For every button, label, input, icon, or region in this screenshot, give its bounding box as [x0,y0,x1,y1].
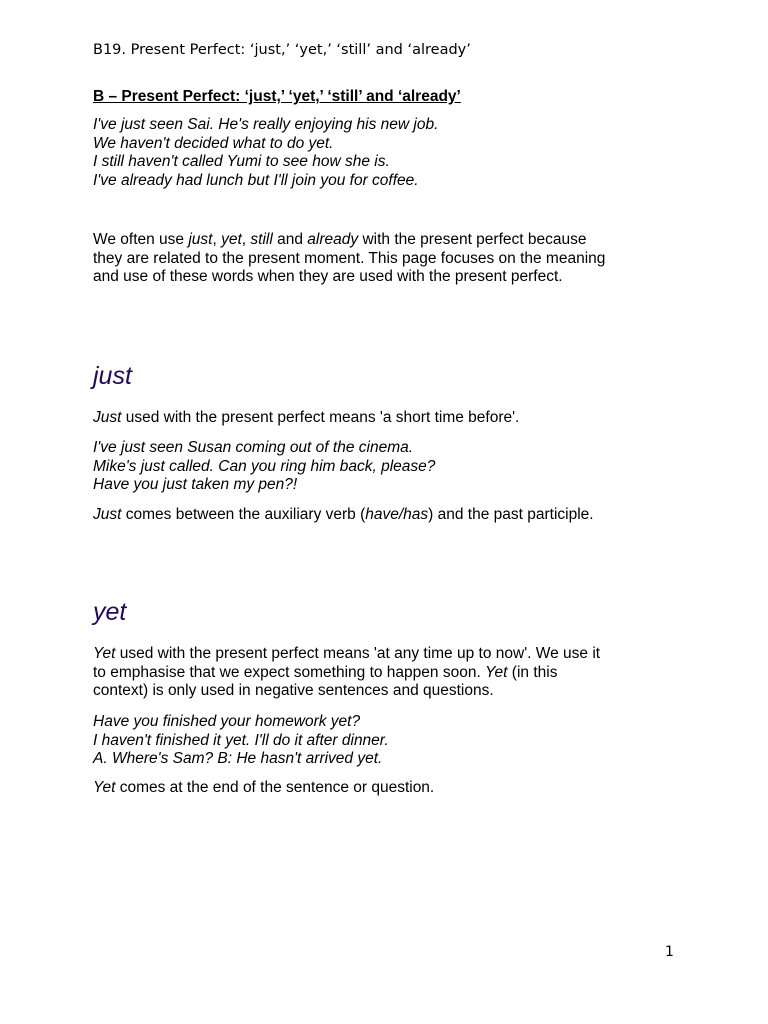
text-run: ) and the past participle. [428,506,594,523]
text-run: comes between the auxiliary verb ( [121,506,366,523]
yet-position-rule [93,779,434,798]
paragraph-line: context) is only used in negative sentences and questions. [93,682,494,700]
keyword: already [307,231,359,248]
text-run: and [272,231,308,248]
keyword: yet [221,231,242,248]
example-sentence: I've already had lunch but I'll join you for coffee. [93,172,419,190]
section-heading-just: just [93,362,132,390]
example-sentence: A. Where's Sam? B: He hasn't arrived yet. [93,750,383,768]
text-run: (in this [507,663,558,681]
example-sentence: I still haven't called Yumi to see how she is. [93,153,390,171]
paragraph-line [93,231,605,250]
section-heading-yet: yet [93,598,127,626]
text-run: with the present perfect because [358,231,587,248]
keyword: Just [93,409,122,426]
paragraph-line: they are related to the present moment. This page focuses on the meaning [93,249,606,267]
example-sentence: Have you finished your homework yet? [93,713,361,730]
example-sentence: Mike's just called. Can you ring him back, please? [93,457,436,475]
keyword: Yet [93,779,116,796]
text-run: We often use [93,231,189,248]
intro-paragraph [93,231,605,287]
yet-examples [93,713,389,769]
keyword: Just [93,506,122,523]
text-run: , [212,231,222,248]
page-number: 1 [665,944,674,960]
keyword: Yet [485,663,508,681]
keyword: still [250,231,273,248]
intro-examples [93,116,438,191]
paragraph-line: and use of these words when they are used with the present perfect. [93,268,563,286]
just-definition [93,409,519,428]
example-sentence: I haven't finished it yet. I'll do it after dinner. [93,731,389,749]
just-examples [93,439,435,495]
text-run: to emphasise that we expect something to happen soon. [93,663,486,681]
example-sentence: I've just seen Susan coming out of the cinema. [93,439,414,456]
text-run: , [241,231,251,248]
example-sentence: We haven't decided what to do yet. [93,134,334,152]
example-sentence: I've just seen Sai. He's really enjoying his new job. [93,116,439,133]
just-position-rule [93,506,594,525]
keyword: Yet [93,645,116,662]
paragraph-line [93,664,600,683]
paragraph-line [93,645,600,664]
keyword: have/has [365,506,429,523]
text-run: used with the present perfect means 'at any time up to now'. We use it [115,645,601,662]
yet-definition [93,645,600,701]
text-run: used with the present perfect means 'a short time before'. [121,409,520,426]
example-sentence: Have you just taken my pen?! [93,476,298,494]
text-run: comes at the end of the sentence or question. [115,779,435,796]
page-header: B19. Present Perfect: ‘just,’ ‘yet,’ ‘still’ and ‘already’ [93,42,471,58]
lesson-title: B – Present Perfect: ‘just,’ ‘yet,’ ‘still’ and ‘already’ [93,88,461,105]
keyword: just [188,231,213,248]
